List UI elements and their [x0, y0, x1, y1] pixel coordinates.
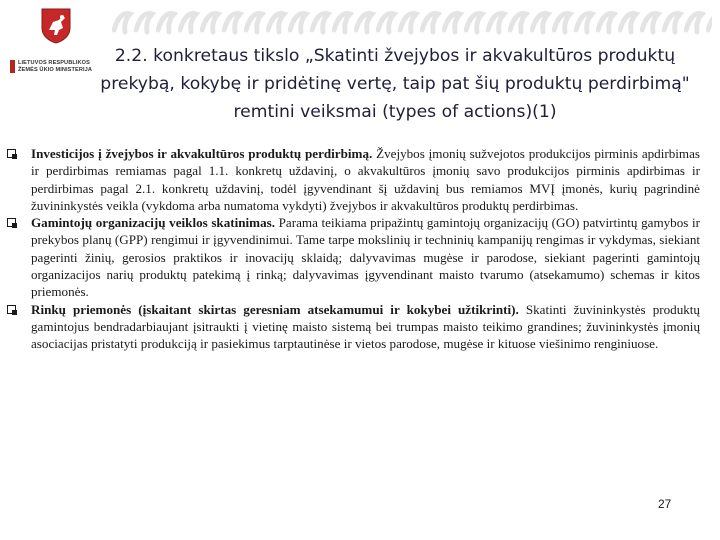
decorative-pattern — [112, 6, 712, 36]
square-bullet-icon — [7, 218, 16, 227]
page-number: 27 — [658, 497, 672, 511]
list-item — [7, 301, 700, 353]
logo-line-1: LIETUVOS RESPUBLIKOS — [18, 60, 90, 66]
square-bullet-icon — [7, 305, 16, 314]
bullet-lead: Investicijos į žvejybos ir akvakultūros produktų perdirbimą. — [31, 146, 373, 161]
logo-line-2: ŽEMĖS ŪKIO MINISTERIJA — [18, 66, 92, 73]
ministry-logo — [10, 6, 102, 78]
bullet-body: Parama teikiama pripažintų gamintojų organizacijų (GO) patvirtintų gamybos ir prekybos planų (GPP) rengimui ir įgyvendinimui. Tame tarpe mokslinių ir techninių kampanijų rengimas ir vykdymas, siekiant pagerinti žinių, gerosios praktikos ir inovacijų sklaidą; dalyvavimas mugėse ir parodose, siekiant pagerinti gamintojų organizacijos narių produktų patekimą į rinką; dalyvavimas įgyvendinant maisto tvarumo (atsekamumo) schemas ir kitos priemonės. — [31, 215, 700, 300]
coat-of-arms-icon — [41, 8, 71, 44]
list-item — [7, 214, 700, 300]
square-bullet-icon — [7, 149, 16, 158]
bullet-list — [7, 145, 700, 353]
bullet-lead: Gamintojų organizacijų veiklos skatinimas. — [31, 215, 275, 231]
bullet-body: Skatinti žuvininkystės produktų gamintojus bendradarbiaujant įsitraukti į vietinę maisto sistemą bei trumpas maisto teikimo grandines; žuvininkystės įmonių asociacijas pristatyti produkciją ir pasiekimus tarptautinėse ir vietos parodose, mugėse ir kituose viešinimo renginiuose. — [31, 301, 700, 352]
bullet-lead: Rinkų priemonės (įskaitant skirtas geresniam atsekamumui ir kokybei užtikrinti). — [31, 301, 519, 317]
list-item — [7, 145, 700, 214]
page-title: 2.2. konkretaus tikslo „Skatinti žvejybos ir akvakultūros produktų prekybą, kokybę ir pridėtinę vertę, taip pat šių produktų perdirbimą" remtini veiksmai (types of actions)(1) — [100, 46, 690, 122]
logo-accent-bar — [10, 60, 15, 73]
bullet-body: Žvejybos įmonių sužvejotos produkcijos pirminis apdirbimas ir perdirbimas remiamas pagal 1.1. konkretų uždavinį, o akvakultūros įmonių savo produkcijos pirminis apdirbimas ir perdirbimas pagal 2.1. konkretų uždavinį, todėl įgyvendinant šį uždavinį bus remiamos MVĮ įmonės, kurių pagrindinė žuvininkystės veikla (vykdoma arba numatoma vykdyti) žvejybos ir akvakultūros produktų perdirbimas. — [31, 146, 700, 213]
